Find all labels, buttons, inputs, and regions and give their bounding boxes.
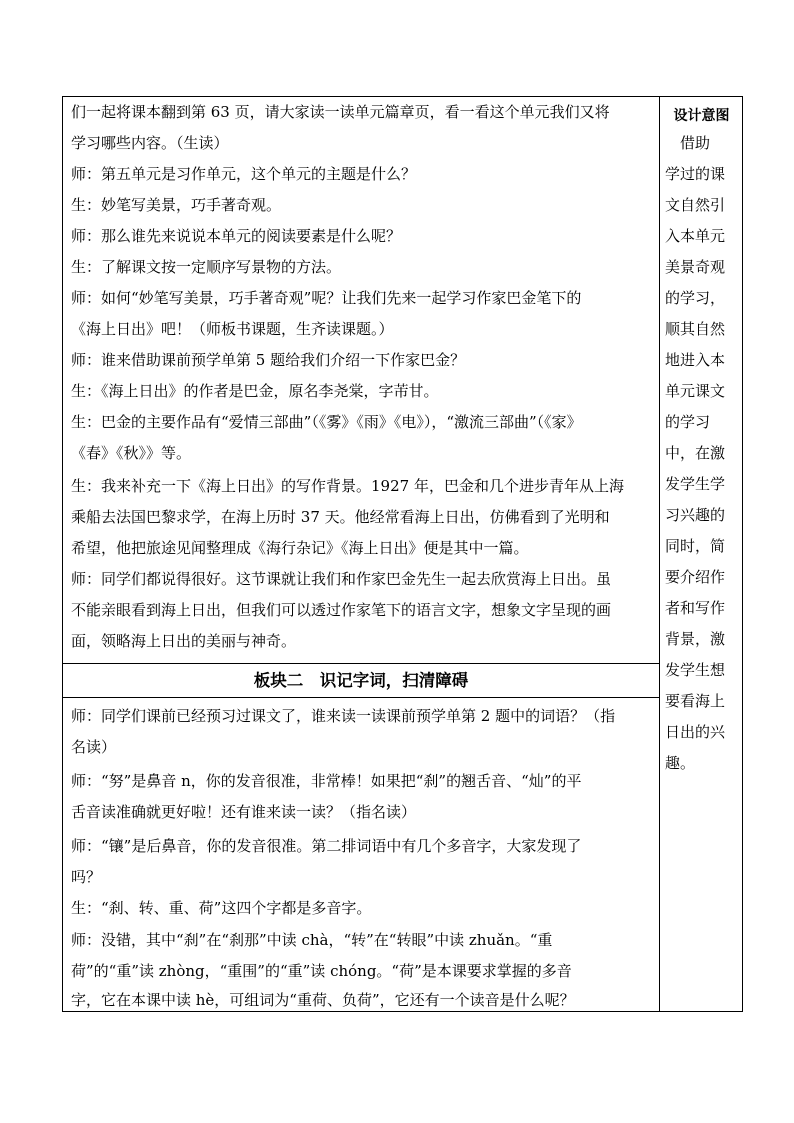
text-line: 生：《海上日出》的作者是巴金，原名李尧棠，字芾甘。: [71, 382, 439, 400]
intent-line: 习兴趣的: [665, 506, 726, 524]
design-intent-title: 设计意图: [673, 108, 730, 124]
text-line: 生：我来补充一下《海上日出》的写作背景。1927 年，巴金和几个进步青年从上海: [71, 477, 624, 495]
text-line: 师：“努”是鼻音 n，你的发音很准，非常棒！如果把“刹”的翘舌音、“灿”的平: [71, 772, 582, 790]
text-line: 希望，他把旅途见闻整理成《海行杂记》《海上日出》便是其中一篇。: [71, 539, 529, 557]
text-line: 《海上日出》吧！（师板书课题，生齐读课题。）: [71, 320, 394, 338]
text-line: 吗？: [71, 868, 102, 886]
intent-line: 发学生想: [665, 661, 726, 679]
intent-line: 的学习: [665, 413, 711, 431]
intent-line: 要介绍作: [665, 568, 726, 586]
text-line: 面，领略海上日出的美丽与神奇。: [71, 632, 297, 650]
intent-line: 要看海上: [665, 692, 726, 710]
intent-line: 文自然引: [665, 196, 726, 214]
text-line: 《春》《秋》》等。: [71, 444, 192, 462]
text-line: 师：第五单元是习作单元，这个单元的主题是什么？: [71, 165, 417, 183]
text-line: 名读）: [71, 738, 117, 756]
section-heading: 板块二 识记字词，扫清障碍: [253, 671, 469, 690]
intent-line: 入本单元: [665, 227, 726, 245]
intent-line: 同时，简: [665, 537, 726, 555]
intent-line: 地进入本: [665, 351, 726, 369]
section-divider: [63, 663, 659, 664]
text-line: 荷”的“重”读 zhòng，“重围”的“重”读 chóng。“荷”是本课要求掌握的多音: [71, 962, 572, 980]
text-line: 不能亲眼看到海上日出，但我们可以透过作家笔下的语言文字，想象文字呈现的画: [71, 601, 612, 619]
design-intent-column: [660, 97, 743, 1011]
section-divider: [63, 697, 659, 698]
intent-line: 趣。: [665, 754, 696, 772]
teaching-process-column: [63, 97, 659, 1011]
text-line: 生：了解课文按一定顺序写景物的方法。: [71, 258, 342, 276]
text-line: 师：谁来借助课前预学单第 5 题给我们介绍一下作家巴金？: [71, 351, 466, 369]
intent-line: 日出的兴: [665, 723, 726, 741]
text-line: 们一起将课本翻到第 63 页，请大家读一读单元篇章页，看一看这个单元我们又将: [71, 103, 610, 121]
text-line: 师：同学们都说得很好。这节课就让我们和作家巴金先生一起去欣赏海上日出。虽: [71, 570, 612, 588]
text-line: 师：没错，其中“刹”在“刹那”中读 chà，“转”在“转眼”中读 zhuǎn。“重: [71, 931, 553, 949]
text-line: 师：“镶”是后鼻音，你的发音很准。第二排词语中有几个多音字，大家发现了: [71, 837, 582, 855]
text-line: 生：“刹、转、重、荷”这四个字都是多音字。: [71, 899, 372, 917]
intent-line: 美景奇观: [665, 258, 726, 276]
text-line: 学习哪些内容。（生读）: [71, 134, 229, 152]
text-line: 乘船去法国巴黎求学，在海上历时 37 天。他经常看海上日出，仿佛看到了光明和: [71, 508, 610, 526]
lesson-plan-table: [62, 96, 743, 1012]
intent-line: 的学习，: [665, 289, 726, 307]
intent-line: 单元课文: [665, 382, 726, 400]
text-line: 生：巴金的主要作品有“爱情三部曲”（《雾》《雨》《电》），“激流三部曲”（《家》: [71, 413, 582, 431]
intent-line: 顺其自然: [665, 320, 726, 338]
intent-line: 背景，激: [665, 630, 726, 648]
intent-line: 中，在激: [665, 444, 726, 462]
intent-line: 借助: [665, 134, 711, 152]
intent-line: 学过的课: [665, 165, 726, 183]
text-line: 舌音读准确就更好啦！还有谁来读一读？（指名读）: [71, 803, 417, 821]
intent-line: 者和写作: [665, 599, 726, 617]
intent-line: 发学生学: [665, 475, 726, 493]
text-line: 师：那么谁先来说说本单元的阅读要素是什么呢？: [71, 227, 402, 245]
text-line: 师：同学们课前已经预习过课文了，谁来读一读课前预学单第 2 题中的词语？（指: [71, 707, 616, 725]
text-line: 师：如何“妙笔写美景，巧手著奇观”呢？让我们先来一起学习作家巴金笔下的: [71, 289, 582, 307]
text-line: 生：妙笔写美景，巧手著奇观。: [71, 196, 282, 214]
text-line: 字，它在本课中读 hè，可组词为“重荷、负荷”，它还有一个读音是什么呢？: [71, 991, 575, 1009]
